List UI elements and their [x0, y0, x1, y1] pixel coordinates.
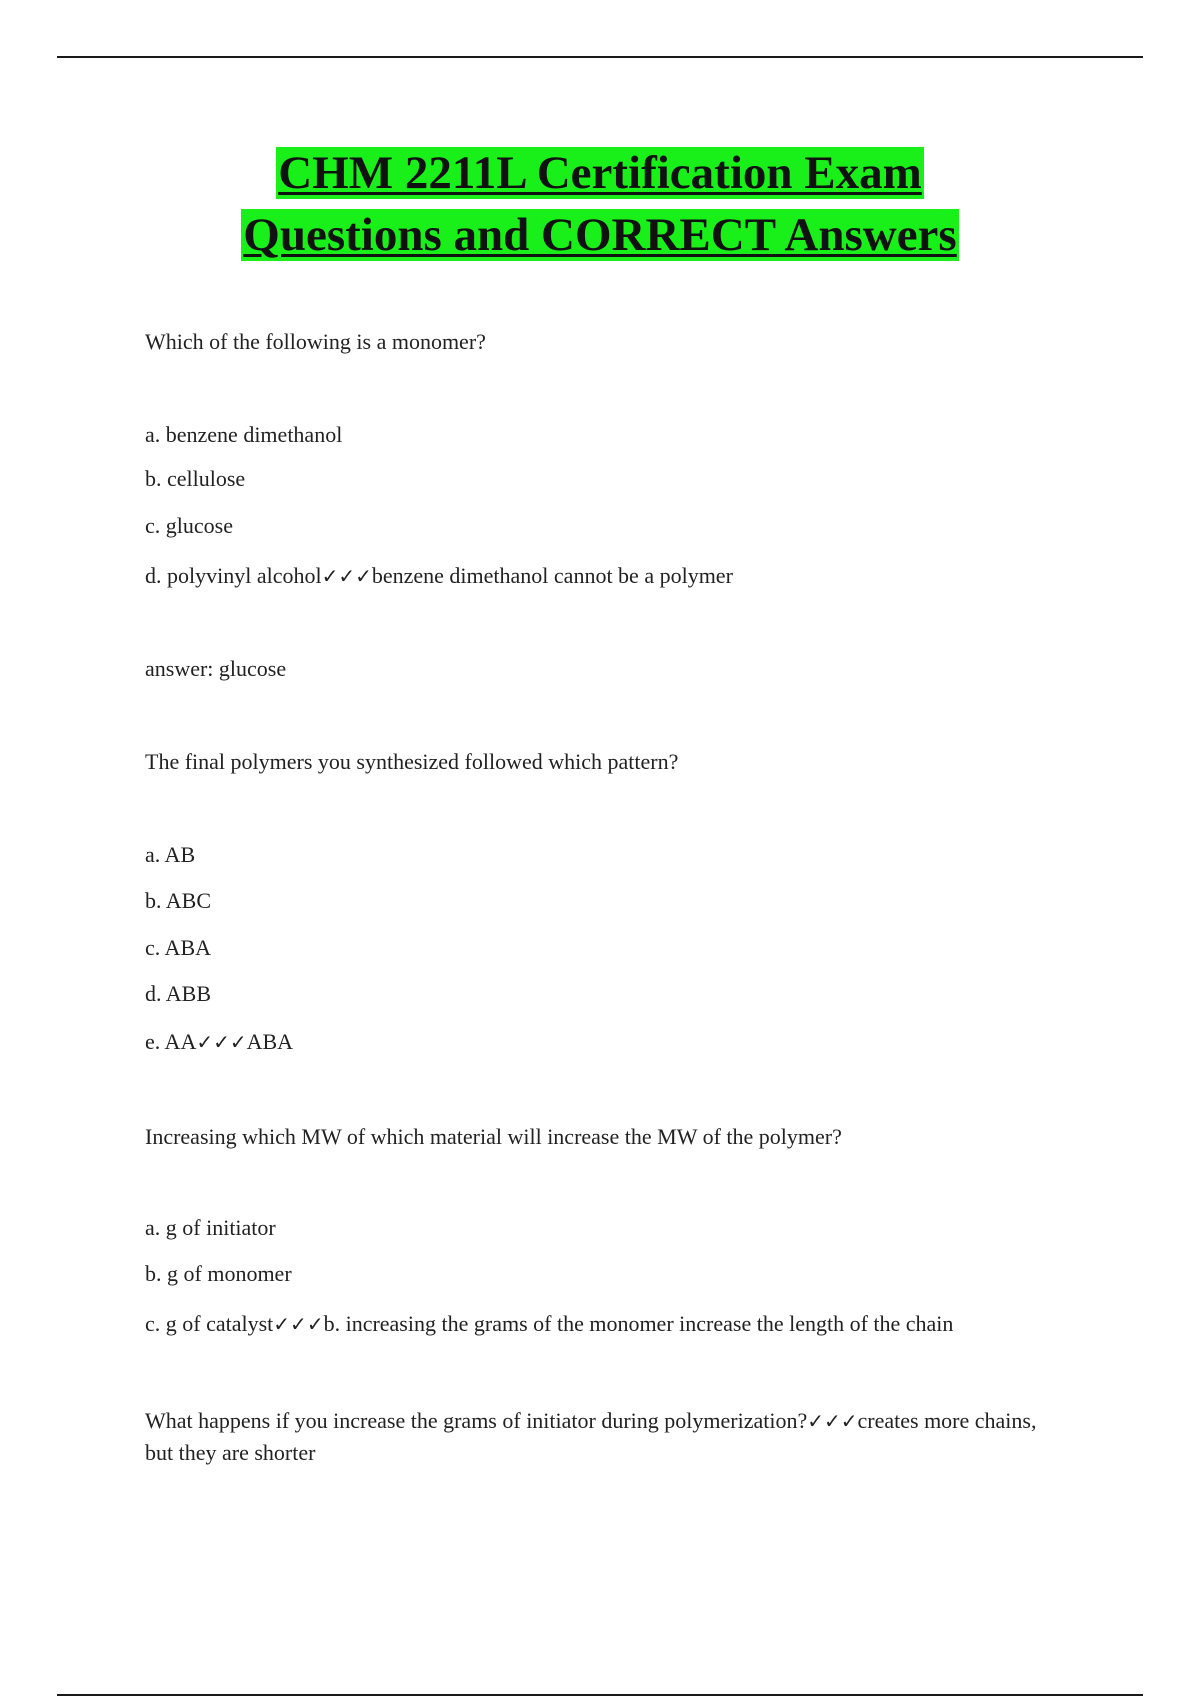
question-3-option-b: b. g of monomer	[145, 1261, 292, 1286]
option-text: c. g of catalyst	[145, 1311, 274, 1336]
question-1-option-c: c. glucose	[145, 513, 233, 538]
question-2-option-d: d. ABB	[145, 981, 212, 1006]
question-1-option-d	[145, 560, 733, 592]
rationale-text: benzene dimethanol cannot be a polymer	[371, 563, 733, 588]
rationale-text: ABA	[246, 1029, 294, 1054]
title-line-2: Questions and CORRECT Answers	[243, 209, 957, 261]
top-rule	[57, 56, 1143, 58]
question-1-option-a: a. benzene dimethanol	[145, 422, 343, 447]
checkmark-icon: ✓✓✓	[807, 1409, 858, 1433]
option-text: d. polyvinyl alcohol	[145, 563, 322, 588]
title-line-1: CHM 2211L Certification Exam	[278, 147, 922, 199]
question-1-answer: answer: glucose	[145, 656, 287, 681]
question-2-option-e	[145, 1026, 293, 1058]
checkmark-icon: ✓✓✓	[321, 564, 372, 588]
question-1-prompt: Which of the following is a monomer?	[145, 329, 486, 354]
checkmark-icon: ✓✓✓	[273, 1312, 324, 1336]
question-2-option-a: a. AB	[145, 842, 196, 867]
document-title	[0, 142, 1200, 266]
rationale-text: b. increasing the grams of the monomer increase the length of the chain	[323, 1311, 954, 1336]
question-4-prompt: What happens if you increase the grams of initiator during polymerization?	[145, 1408, 808, 1433]
question-2-option-b: b. ABC	[145, 888, 212, 913]
question-2-option-c: c. ABA	[145, 935, 211, 960]
checkmark-icon: ✓✓✓	[196, 1030, 247, 1054]
question-3-prompt: Increasing which MW of which material will increase the MW of the polymer?	[145, 1124, 842, 1149]
question-4	[145, 1405, 1065, 1469]
question-1-option-b: b. cellulose	[145, 466, 246, 491]
question-2-prompt: The final polymers you synthesized followed which pattern?	[145, 749, 679, 774]
question-3-option-a: a. g of initiator	[145, 1215, 276, 1240]
bottom-rule	[57, 1694, 1143, 1696]
rationale-text: creates more chains, but they are shorter	[145, 1408, 1037, 1465]
option-text: e. AA	[145, 1029, 197, 1054]
question-3-option-c	[145, 1308, 953, 1340]
